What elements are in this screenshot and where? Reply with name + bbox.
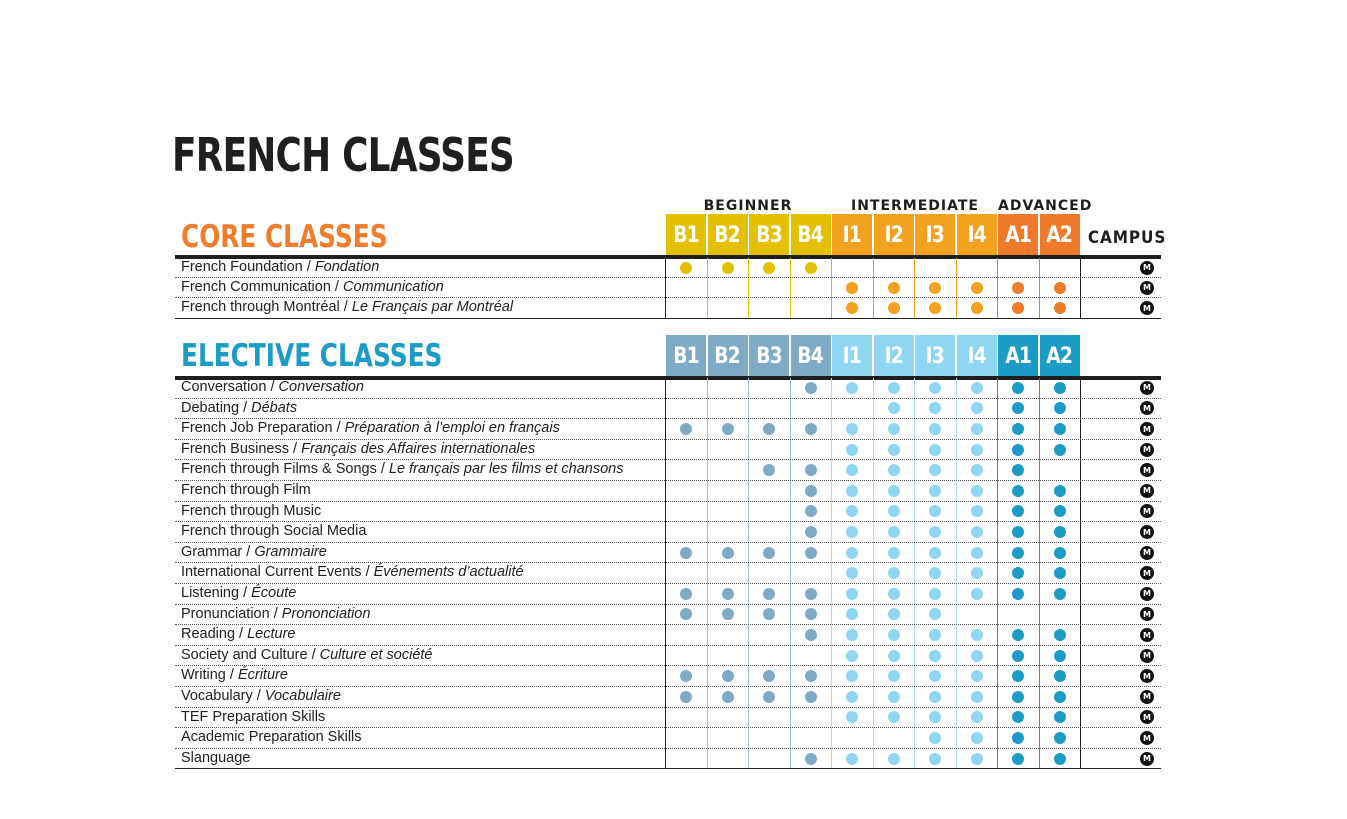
- level-a2-dot: [1054, 505, 1066, 517]
- montreal-campus-icon: M: [1140, 261, 1154, 275]
- level-i4-dot: [971, 526, 983, 538]
- class-name-english: Conversation: [181, 379, 267, 395]
- level-i3-dot: [929, 753, 941, 765]
- level-i4-dot: [971, 464, 983, 476]
- montreal-campus-icon: M: [1140, 401, 1154, 415]
- class-name-english: French Business: [181, 440, 289, 457]
- level-i3-dot: [929, 423, 941, 435]
- core-level-header-b3: [749, 214, 789, 256]
- level-header-label: A2: [1046, 222, 1073, 248]
- level-i2-dot: [888, 464, 900, 476]
- level-i3-dot: [929, 691, 941, 703]
- level-i3-dot: [929, 444, 941, 456]
- class-name-french: Fondation: [314, 259, 380, 275]
- name-separator: /: [225, 667, 238, 684]
- class-name: [181, 626, 295, 642]
- level-i4-dot: [971, 567, 983, 579]
- level-header-label: B3: [756, 222, 782, 248]
- level-header-label: B2: [714, 343, 741, 369]
- level-i4-dot: [971, 485, 983, 497]
- level-b4-dot: [805, 262, 817, 274]
- montreal-campus-icon: M: [1140, 607, 1154, 621]
- core-level-header-i4: [957, 214, 997, 256]
- core-level-header-i1: [832, 214, 872, 256]
- level-i2-dot: [888, 282, 900, 294]
- class-name: [181, 279, 444, 295]
- class-name-french: Communication: [343, 279, 444, 296]
- level-i1-dot: [846, 753, 858, 765]
- level-i2-dot: [888, 382, 900, 394]
- level-header-label: I2: [884, 343, 903, 369]
- core-level-header-b4: [791, 214, 831, 256]
- elective-classes-title: ELECTIVE CLASSES: [181, 338, 443, 374]
- level-i3-dot: [929, 382, 941, 394]
- core-level-header-i3: [915, 214, 955, 256]
- class-name: [181, 729, 362, 745]
- level-i4-dot: [971, 588, 983, 600]
- class-name: [181, 647, 432, 663]
- elective-level-header-b4: [791, 335, 831, 377]
- class-name-english: French through Music: [181, 502, 322, 519]
- montreal-campus-icon: M: [1140, 731, 1154, 745]
- level-i4-dot: [971, 547, 983, 559]
- core-level-header-a1: [998, 214, 1038, 256]
- level-b1-dot: [680, 588, 692, 600]
- level-b4-dot: [805, 547, 817, 559]
- montreal-campus-icon: M: [1140, 281, 1154, 295]
- class-name: [181, 299, 513, 315]
- elective-level-header-i3: [915, 335, 955, 377]
- name-separator: /: [330, 279, 343, 296]
- name-separator: /: [361, 564, 374, 581]
- level-i3-dot: [929, 282, 941, 294]
- class-name-english: Listening: [181, 585, 240, 601]
- class-name-english: French Job Preparation: [181, 420, 333, 437]
- level-b2-dot: [722, 262, 734, 274]
- core-level-header-i2: [874, 214, 914, 256]
- level-i2-dot: [888, 444, 900, 456]
- level-a1-dot: [1012, 732, 1024, 744]
- level-a1-dot: [1012, 302, 1024, 314]
- level-i4-dot: [971, 444, 983, 456]
- level-header-label: I1: [842, 222, 862, 248]
- montreal-campus-icon: M: [1140, 628, 1154, 642]
- class-name: [181, 667, 288, 683]
- level-a2-dot: [1054, 444, 1066, 456]
- level-a1-dot: [1012, 282, 1024, 294]
- class-name: [181, 688, 341, 704]
- class-name-english: Vocabulary: [181, 688, 253, 704]
- level-a2-dot: [1054, 711, 1066, 723]
- level-b2-dot: [722, 547, 734, 559]
- level-b3-dot: [763, 691, 775, 703]
- montreal-campus-icon: M: [1140, 463, 1154, 477]
- class-name-english: Society and Culture: [181, 646, 308, 663]
- level-i1-dot: [846, 588, 858, 600]
- level-a1-dot: [1012, 588, 1024, 600]
- name-separator: /: [242, 543, 255, 560]
- montreal-campus-icon: M: [1140, 443, 1154, 457]
- class-name-english: French Foundation: [181, 259, 303, 275]
- level-header-label: B3: [756, 343, 782, 369]
- level-a2-dot: [1054, 382, 1066, 394]
- level-a2-dot: [1054, 670, 1066, 682]
- level-i4-dot: [971, 670, 983, 682]
- name-separator: /: [252, 688, 265, 704]
- class-name-english: French through Social Media: [181, 523, 367, 540]
- level-b1-dot: [680, 262, 692, 274]
- class-name-french: Le français par les films et chansons: [388, 461, 624, 478]
- level-i4-dot: [971, 402, 983, 414]
- elective-class-row: [175, 605, 1161, 626]
- class-name-french: Culture et société: [319, 646, 433, 663]
- level-i4-dot: [971, 732, 983, 744]
- core-level-header-b2: [708, 214, 748, 256]
- level-a2-dot: [1054, 567, 1066, 579]
- level-a2-dot: [1054, 547, 1066, 559]
- level-i4-dot: [971, 753, 983, 765]
- level-a1-dot: [1012, 485, 1024, 497]
- elective-level-header-i1: [832, 335, 872, 377]
- level-i2-dot: [888, 691, 900, 703]
- elective-level-header-b1: [666, 335, 706, 377]
- montreal-campus-icon: M: [1140, 752, 1154, 766]
- core-classes-title: CORE CLASSES: [181, 219, 388, 255]
- elective-level-header-b3: [749, 335, 789, 377]
- elective-level-header-b2: [708, 335, 748, 377]
- montreal-campus-icon: M: [1140, 504, 1154, 518]
- level-a1-dot: [1012, 444, 1024, 456]
- name-separator: /: [239, 585, 252, 601]
- level-a1-dot: [1012, 650, 1024, 662]
- name-separator: /: [307, 646, 320, 663]
- class-name-english: International Current Events: [181, 564, 362, 581]
- level-header-label: B4: [797, 343, 824, 369]
- class-name-english: French through Montréal: [181, 299, 340, 316]
- level-i2-dot: [888, 402, 900, 414]
- level-i4-dot: [971, 302, 983, 314]
- level-i3-dot: [929, 650, 941, 662]
- class-name-english: Writing: [181, 667, 226, 684]
- level-header-label: I4: [967, 343, 986, 369]
- level-header-label: A2: [1046, 343, 1073, 369]
- level-b1-dot: [680, 691, 692, 703]
- level-a2-dot: [1054, 650, 1066, 662]
- level-b4-dot: [805, 629, 817, 641]
- level-i2-dot: [888, 650, 900, 662]
- class-name: [181, 259, 379, 275]
- class-name: [181, 379, 364, 395]
- class-name-french: Lecture: [247, 626, 296, 643]
- level-b4-dot: [805, 382, 817, 394]
- name-separator: /: [332, 420, 345, 437]
- class-name-english: Grammar: [181, 543, 243, 560]
- class-name: [181, 441, 535, 457]
- class-name-english: Pronunciation: [181, 605, 270, 622]
- class-name-french: Vocabulaire: [264, 688, 341, 704]
- beginner-group-label: BEGINNER: [703, 198, 793, 214]
- level-b3-dot: [763, 423, 775, 435]
- level-header-label: B4: [797, 222, 824, 248]
- level-a1-dot: [1012, 547, 1024, 559]
- level-b4-dot: [805, 670, 817, 682]
- level-i2-dot: [888, 547, 900, 559]
- elective-level-header-i2: [874, 335, 914, 377]
- level-i2-dot: [888, 711, 900, 723]
- level-header-label: A1: [1005, 343, 1031, 369]
- level-header-label: I3: [925, 222, 945, 248]
- name-separator: /: [289, 440, 302, 457]
- level-i1-dot: [846, 382, 858, 394]
- level-b2-dot: [722, 588, 734, 600]
- level-i2-dot: [888, 302, 900, 314]
- level-a2-dot: [1054, 423, 1066, 435]
- campus-column-header: CAMPUS: [1087, 228, 1167, 248]
- level-b2-dot: [722, 670, 734, 682]
- class-name: [181, 420, 560, 436]
- level-i2-dot: [888, 670, 900, 682]
- class-name-english: French through Film: [181, 482, 311, 498]
- montreal-campus-icon: M: [1140, 546, 1154, 560]
- level-b2-dot: [722, 608, 734, 620]
- class-name: [181, 750, 250, 766]
- level-i4-dot: [971, 691, 983, 703]
- level-header-label: B1: [673, 343, 699, 369]
- class-name-french: Français des Affaires internationales: [301, 440, 536, 457]
- level-b4-dot: [805, 505, 817, 517]
- level-i2-dot: [888, 753, 900, 765]
- class-name-english: French Communication: [181, 279, 331, 296]
- level-b4-dot: [805, 753, 817, 765]
- level-b2-dot: [722, 423, 734, 435]
- level-i4-dot: [971, 382, 983, 394]
- montreal-campus-icon: M: [1140, 484, 1154, 498]
- class-name-english: Reading: [181, 626, 236, 643]
- advanced-group-label: ADVANCED: [998, 198, 1093, 214]
- level-b4-dot: [805, 608, 817, 620]
- montreal-campus-icon: M: [1140, 566, 1154, 580]
- elective-level-header-a1: [998, 335, 1038, 377]
- level-i4-dot: [971, 650, 983, 662]
- class-name: [181, 523, 366, 539]
- montreal-campus-icon: M: [1140, 669, 1154, 683]
- montreal-campus-icon: M: [1140, 710, 1154, 724]
- level-a1-dot: [1012, 526, 1024, 538]
- level-b2-dot: [722, 691, 734, 703]
- level-i2-dot: [888, 567, 900, 579]
- level-a2-dot: [1054, 588, 1066, 600]
- level-i1-dot: [846, 485, 858, 497]
- level-i4-dot: [971, 282, 983, 294]
- class-name: [181, 400, 297, 416]
- level-b4-dot: [805, 691, 817, 703]
- class-name-french: Écoute: [251, 585, 297, 601]
- level-i2-dot: [888, 505, 900, 517]
- class-name-english: Academic Preparation Skills: [181, 729, 362, 746]
- level-i1-dot: [846, 526, 858, 538]
- class-name-french: Débats: [251, 399, 298, 416]
- class-name-french: Événements d’actualité: [373, 564, 524, 581]
- name-separator: /: [302, 259, 315, 275]
- level-b1-dot: [680, 547, 692, 559]
- class-name: [181, 709, 325, 725]
- montreal-campus-icon: M: [1140, 587, 1154, 601]
- level-b3-dot: [763, 262, 775, 274]
- level-a1-dot: [1012, 753, 1024, 765]
- level-a1-dot: [1012, 423, 1024, 435]
- level-a1-dot: [1012, 629, 1024, 641]
- level-a2-dot: [1054, 732, 1066, 744]
- level-header-label: I3: [925, 343, 945, 369]
- level-i1-dot: [846, 444, 858, 456]
- elective-level-header-i4: [957, 335, 997, 377]
- level-i1-dot: [846, 302, 858, 314]
- level-a1-dot: [1012, 691, 1024, 703]
- level-i3-dot: [929, 485, 941, 497]
- level-i3-dot: [929, 302, 941, 314]
- montreal-campus-icon: M: [1140, 649, 1154, 663]
- montreal-campus-icon: M: [1140, 381, 1154, 395]
- level-header-label: I1: [842, 343, 862, 369]
- class-name: [181, 503, 321, 519]
- level-header-label: B2: [714, 222, 741, 248]
- name-separator: /: [339, 299, 352, 316]
- level-i1-dot: [846, 629, 858, 641]
- level-a2-dot: [1054, 302, 1066, 314]
- montreal-campus-icon: M: [1140, 301, 1154, 315]
- level-i4-dot: [971, 629, 983, 641]
- level-a2-dot: [1054, 485, 1066, 497]
- class-name-french: Conversation: [278, 379, 364, 395]
- class-name-french: Prononciation: [281, 605, 371, 622]
- level-a2-dot: [1054, 282, 1066, 294]
- class-name-english: French through Films & Songs: [181, 461, 377, 478]
- level-i2-dot: [888, 423, 900, 435]
- level-header-label: I2: [884, 222, 903, 248]
- class-name-english: Debating: [181, 399, 240, 416]
- intermediate-group-label: INTERMEDIATE: [850, 198, 979, 214]
- level-i1-dot: [846, 547, 858, 559]
- level-i3-dot: [929, 588, 941, 600]
- page-title: FRENCH CLASSES: [172, 128, 514, 182]
- level-i2-dot: [888, 485, 900, 497]
- class-name-french: Écriture: [237, 667, 288, 684]
- level-i2-dot: [888, 629, 900, 641]
- class-name-french: Préparation à l’emploi en français: [344, 420, 560, 437]
- level-b4-dot: [805, 588, 817, 600]
- level-b4-dot: [805, 485, 817, 497]
- level-i3-dot: [929, 629, 941, 641]
- level-a2-dot: [1054, 753, 1066, 765]
- level-i1-dot: [846, 691, 858, 703]
- name-separator: /: [266, 379, 279, 395]
- level-b1-dot: [680, 423, 692, 435]
- name-separator: /: [235, 626, 248, 643]
- level-b3-dot: [763, 588, 775, 600]
- level-a2-dot: [1054, 629, 1066, 641]
- level-i4-dot: [971, 423, 983, 435]
- level-i1-dot: [846, 650, 858, 662]
- name-separator: /: [376, 461, 389, 478]
- class-name-french: Le Français par Montréal: [351, 299, 514, 316]
- level-a2-dot: [1054, 526, 1066, 538]
- class-name: [181, 544, 327, 560]
- elective-level-header-a2: [1040, 335, 1080, 377]
- class-name: [181, 461, 623, 477]
- core-level-header-a2: [1040, 214, 1080, 256]
- level-i3-dot: [929, 732, 941, 744]
- level-i2-dot: [888, 608, 900, 620]
- level-i1-dot: [846, 423, 858, 435]
- name-separator: /: [239, 399, 252, 416]
- class-name: [181, 564, 524, 580]
- montreal-campus-icon: M: [1140, 525, 1154, 539]
- class-name-english: Slanguage: [181, 749, 251, 766]
- class-name: [181, 606, 370, 622]
- montreal-campus-icon: M: [1140, 690, 1154, 704]
- montreal-campus-icon: M: [1140, 422, 1154, 436]
- level-header-label: B1: [673, 222, 699, 248]
- level-i2-dot: [888, 588, 900, 600]
- class-name: [181, 585, 296, 601]
- level-b4-dot: [805, 423, 817, 435]
- class-name-english: TEF Preparation Skills: [181, 708, 326, 725]
- level-header-label: A1: [1005, 222, 1031, 248]
- level-b4-dot: [805, 464, 817, 476]
- level-i2-dot: [888, 526, 900, 538]
- level-i3-dot: [929, 526, 941, 538]
- level-i1-dot: [846, 282, 858, 294]
- level-i4-dot: [971, 711, 983, 723]
- name-separator: /: [269, 605, 282, 622]
- class-name-french: Grammaire: [254, 543, 327, 560]
- core-class-row: [175, 258, 1161, 278]
- level-a2-dot: [1054, 691, 1066, 703]
- class-name: [181, 482, 311, 498]
- level-i3-dot: [929, 547, 941, 559]
- level-header-label: I4: [967, 222, 986, 248]
- level-a2-dot: [1054, 402, 1066, 414]
- level-b4-dot: [805, 526, 817, 538]
- level-i4-dot: [971, 505, 983, 517]
- level-b3-dot: [763, 547, 775, 559]
- level-a1-dot: [1012, 382, 1024, 394]
- core-level-header-b1: [666, 214, 706, 256]
